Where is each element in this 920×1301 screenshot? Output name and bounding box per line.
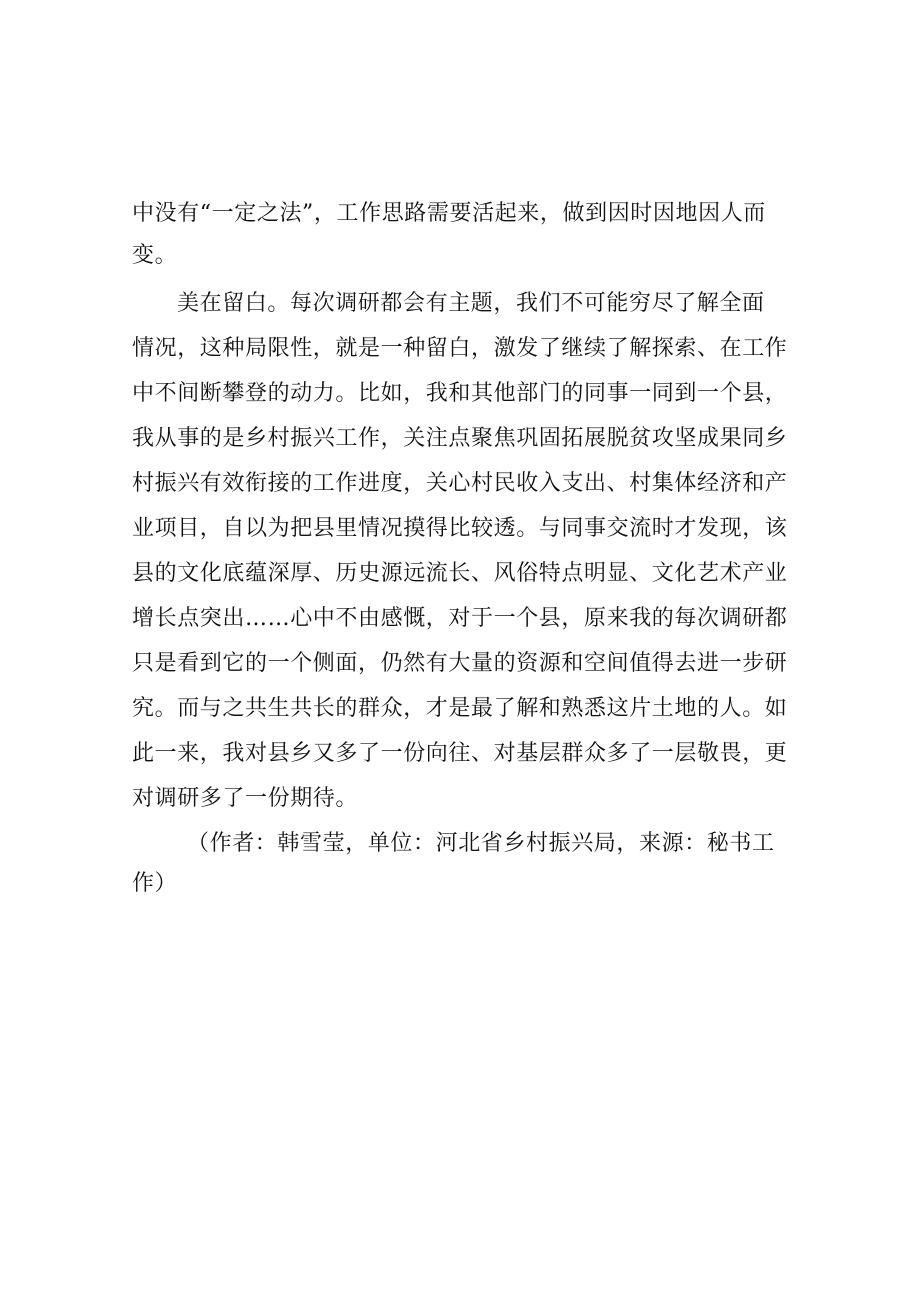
paragraph-line: 情况，这种局限性，就是一种留白，激发了继续了解探索、在工作 [132,336,788,361]
paragraph-line: 变。 [132,243,178,268]
paragraph-line: 美在留白。每次调研都会有主题，我们不可能穷尽了解全面 [177,291,765,316]
paragraph-line: 业项目，自以为把县里情况摸得比较透。与同事交流时才发现，该 [132,516,788,541]
paragraph-line: 我从事的是乡村振兴工作，关注点聚焦巩固拓展脱贫攻坚成果同乡 [132,426,788,451]
attribution-line: 作） [132,871,178,896]
paragraph-line: 中没有“一定之法”，工作思路需要活起来，做到因时因地因人而 [132,201,766,226]
paragraph-line: 增长点突出……心中不由感慨，对于一个县，原来我的每次调研都 [132,606,788,631]
paragraph-line: 中不间断攀登的动力。比如，我和其他部门的同事一同到一个县， [132,381,788,406]
paragraph-line: 村振兴有效衔接的工作进度，关心村民收入支出、村集体经济和产 [132,471,788,496]
paragraph-line: 只是看到它的一个侧面，仍然有大量的资源和空间值得去进一步研 [132,651,788,676]
paragraph-line: 究。而与之共生共长的群众，才是最了解和熟悉这片土地的人。如 [132,696,788,721]
paragraph-line: 此一来，我对县乡又多了一份向往、对基层群众多了一层敬畏，更 [132,741,788,766]
attribution-line: （作者：韩雪莹，单位：河北省乡村振兴局，来源：秘书工 [187,831,775,856]
paragraph-line: 对调研多了一份期待。 [132,786,359,811]
paragraph-line: 县的文化底蕴深厚、历史源远流长、风俗特点明显、文化艺术产业 [132,561,788,586]
